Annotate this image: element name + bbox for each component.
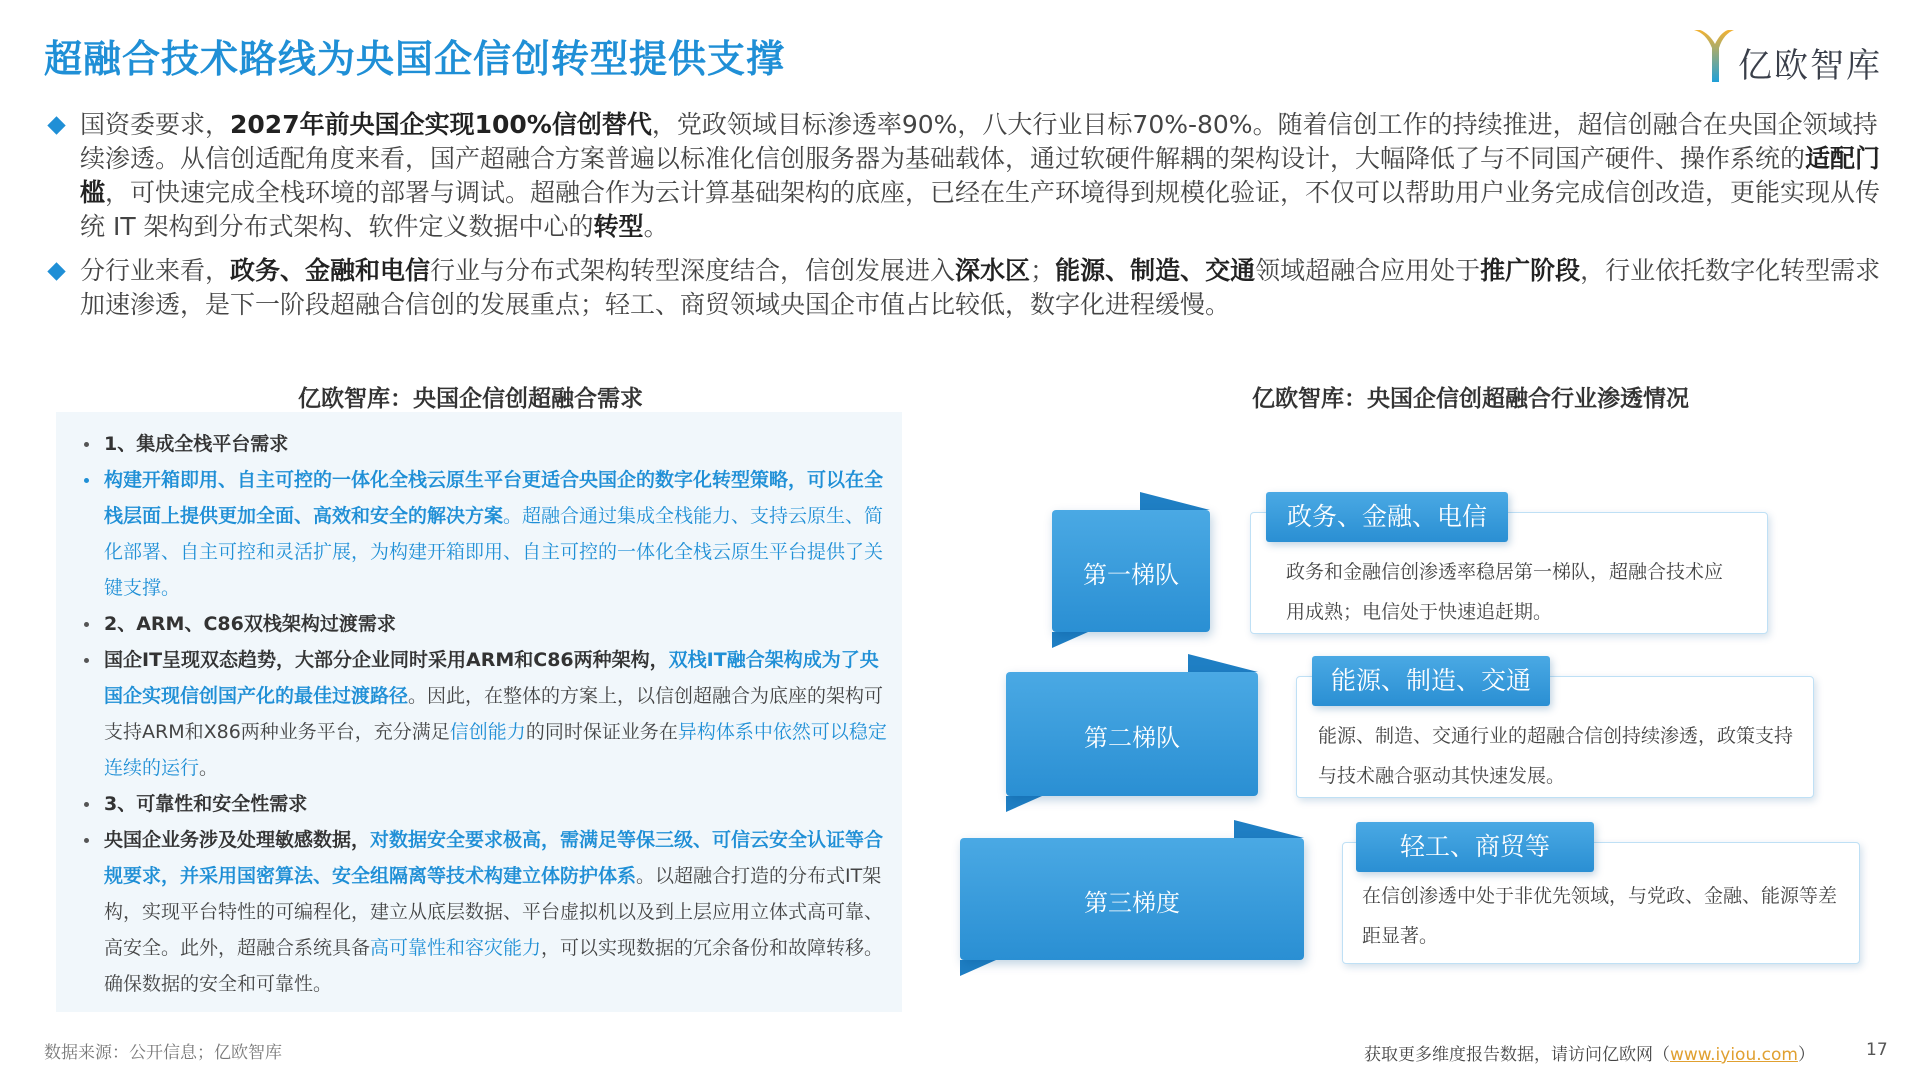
bullet-text: 国资委要求， [80,110,231,139]
demand-text: 高可靠性和容灾能力 [370,937,542,959]
demand-text: 信创能力 [449,721,526,743]
tier-label: 第一梯队 [1083,561,1179,589]
demand-text: 国企IT呈现双态趋势，大部分企业同时采用ARM和C86两种架构， [104,649,669,671]
summary-bullet [44,254,1884,322]
page-number: 17 [1866,1040,1888,1060]
tier-label: 第三梯度 [1084,889,1180,917]
bullet-dot-icon [84,658,89,663]
bullet-emphasis: 2027年前央国企实现100%信创替代 [230,110,652,139]
footer-more [1364,1040,1815,1065]
demand-text: 。以超融合打造的分布式IT架构，实现平台特性的可编程化，建立从底层数据、平台虚拟机以及到上层应用立体式高可靠、高安全。此外，超融合系统具备 [104,865,884,959]
bullet-dot-icon [84,622,89,627]
demand-text: 异构体系中依然可以稳定连续的运行 [104,721,887,779]
left-panel-heading: 亿欧智库：央国企信创超融合需求 [298,386,643,412]
tier-label: 第二梯队 [1084,724,1180,752]
demand-text: 。因此，在整体的方案上，以信创超融合为底座的架构可支持ARM和X86两种业务平台，充分满足 [104,685,884,743]
demand-text: 的同时保证业务在 [525,721,678,743]
yiou-logo [1692,26,1892,86]
bullet-emphasis: 政务、金融和电信 [230,256,431,285]
tier-industry-tag: 轻工、商贸等 [1356,822,1594,872]
bullet-dot-icon [84,478,89,483]
tier-description: 政务和金融信创渗透率稳居第一梯队，超融合技术应用成熟；电信处于快速追赶期。 [1286,561,1724,623]
bullet-emphasis: 能源、制造、交通 [1055,256,1256,285]
demand-heading [74,426,894,462]
summary-bullets [44,108,1884,332]
demand-panel [56,412,902,1012]
demand-list [74,426,894,1002]
demand-text: 双栈IT融合架构成为了央国企实现信创国产化的最佳过渡路径 [104,649,879,707]
bullet-emphasis: 推广阶段 [1480,256,1581,285]
yiou-logo-icon [1692,26,1736,84]
website-link[interactable]: www.iyiou.com [1670,1045,1798,1065]
demand-text: 。超融合通过集成全栈能力、支持云原生、简化部署、自主可控和灵活扩展，为构建开箱即用、自主可控的一体化全栈云原生平台提供了关键支撑。 [104,505,884,599]
bullet-text: ，可快速完成全栈环境的部署与调试。超融合作为云计算基础架构的底座，已经在生产环境得到规模化验证，不仅可以帮助用户业务完成信创改造，更能实现从传统 IT 架构到分布式架构、软件定义数据中心的 [80,178,1881,241]
summary-bullet [44,108,1884,244]
footer-paren-close: ） [1797,1045,1815,1065]
demand-text: 构建开箱即用、自主可控的一体化全栈云原生平台更适合央国企的数字化转型策略，可以在全栈层面上提供更加全面、高效和安全的解决方案 [104,469,884,527]
bullet-dot-icon [84,838,89,843]
demand-heading [74,786,894,822]
bullet-emphasis: 深水区 [955,256,1031,285]
bullet-text: ，党政领域目标渗透率90%，八大行业目标70%-80%。随着信创工作的持续推进，超信创融合在央国企领域持续渗透。从信创适配角度来看，国产超融合方案普遍以标准化信创服务器为基础载体，通过软硬件解耦的架构设计，大幅降低了与不同国产硬件、操作系统的 [80,110,1878,173]
bullet-text: 领域超融合应用处于 [1255,256,1481,285]
tier-industry-tag: 能源、制造、交通 [1312,656,1550,706]
bullet-text: 。 [643,212,669,241]
logo-text: 亿欧智库 [1738,46,1882,86]
demand-text: 1、集成全栈平台需求 [104,433,289,455]
bullet-dot-icon [84,802,89,807]
demand-text: 对数据安全要求极高，需满足等保三级、可信云安全认证等合规要求，并采用国密算法、安全组隔离等技术构建立体防护体系 [104,829,884,887]
bullet-text: 行业与分布式架构转型深度结合，信创发展进入 [430,256,956,285]
demand-item [74,642,894,786]
demand-text: 央国企业务涉及处理敏感数据， [104,829,371,851]
demand-text: 3、可靠性和安全性需求 [104,793,308,815]
demand-item [74,822,894,1002]
demand-text: 2、ARM、C86双栈架构过渡需求 [104,613,396,635]
tier-description: 能源、制造、交通行业的超融合信创持续渗透，政策支持与技术融合驱动其快速发展。 [1318,725,1794,787]
diamond-icon [47,262,65,280]
right-panel-heading: 亿欧智库：央国企信创超融合行业渗透情况 [1252,386,1689,412]
bullet-emphasis: 转型 [593,212,644,241]
bullet-text: 分行业来看， [80,256,231,285]
demand-text: ，可以实现数据的冗余备份和故障转移。确保数据的安全和可靠性。 [104,937,884,995]
bullet-emphasis: 适配门槛 [80,144,1881,207]
bullet-text: ； [1030,256,1056,285]
tier-description: 在信创渗透中处于非优先领域，与党政、金融、能源等差距显著。 [1362,885,1838,947]
demand-item [74,462,894,606]
demand-text: 。 [199,757,219,779]
diamond-icon [47,116,65,134]
demand-heading [74,606,894,642]
footer-paren-open: （ [1653,1045,1670,1065]
data-source: 数据来源：公开信息；亿欧智库 [44,1043,282,1063]
page-title: 超融合技术路线为央国企信创转型提供支撑 [44,37,786,81]
bullet-dot-icon [84,442,89,447]
tier-industry-tag: 政务、金融、电信 [1266,492,1508,542]
bullet-text: ，行业依托数字化转型需求加速渗透，是下一阶段超融合信创的发展重点；轻工、商贸领域央国企市值占比较低，数字化进程缓慢。 [80,256,1881,319]
footer-more-text: 获取更多维度报告数据，请访问亿欧网 [1364,1045,1653,1065]
